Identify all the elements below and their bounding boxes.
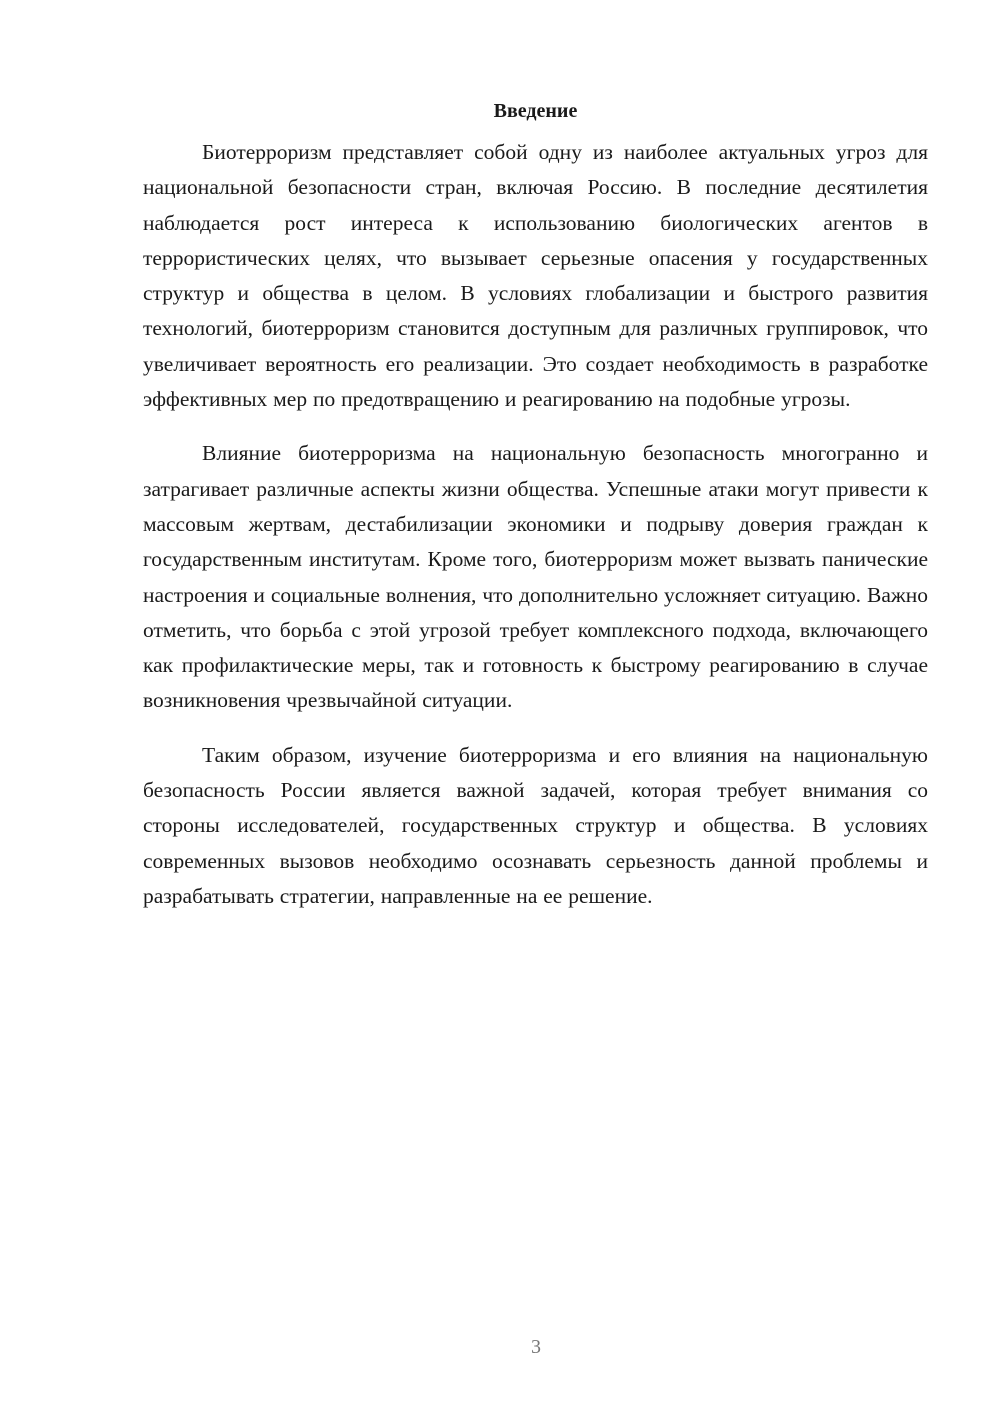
paragraph-2: Влияние биотерроризма на национальную безопасность многогранно и затрагивает различные аспекты жизни общества. Успешные атаки могут привести к массовым жертвам, дестабилизации экономики и подрыву доверия граждан к государственным институтам. Кроме того, биотерроризм может вызвать панические настроения и социальные волнения, что дополнительно усложняет ситуацию. Важно отметить, что борьба с этой угрозой требует комплексного подхода, включающего как профилактические меры, так и готовность к быстрому реагированию в случае возникновения чрезвычайной ситуации. xyxy=(143,441,928,713)
section-heading: Введение xyxy=(493,100,578,122)
page-number: 3 xyxy=(531,1336,541,1358)
paragraph-1: Биотерроризм представляет собой одну из наиболее актуальных угроз для национальной безопасности стран, включая Россию. В последние десятилетия наблюдается рост интереса к использованию биологических агентов в террористических целях, что вызывает серьезные опасения у государственных структур и общества в целом. В условиях глобализации и быстрого развития технологий, биотерроризм становится доступным для различных группировок, что увеличивает вероятность его реализации. Это создает необходимость в разработке эффективных мер по предотвращению и реагированию на подобные угрозы. xyxy=(143,140,928,412)
page-content xyxy=(143,96,928,933)
paragraph-3: Таким образом, изучение биотерроризма и его влияния на национальную безопасность России является важной задачей, которая требует внимания со стороны исследователей, государственных структур и общества. В условиях современных вызовов необходимо осознавать серьезность данной проблемы и разрабатывать стратегии, направленные на ее решение. xyxy=(143,742,928,908)
